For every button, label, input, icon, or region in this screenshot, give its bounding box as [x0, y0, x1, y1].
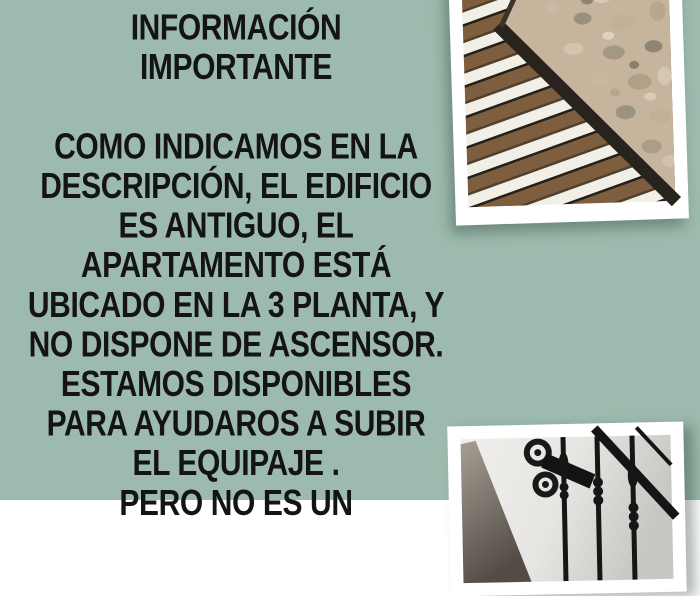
poster-text-line: PARA AYUDAROS A SUBIR [46, 404, 426, 445]
staircase-photo-image [461, 0, 675, 207]
poster-text-line: EL EQUIPAJE . [132, 444, 340, 484]
poster-text-line: ES ANTIGUO, EL [118, 206, 354, 247]
text-gap [0, 88, 472, 128]
poster-text-line: COMO INDICAMOS EN LA [54, 127, 418, 167]
poster-text-line: UBICADO EN LA 3 PLANTA, Y [27, 285, 445, 326]
photo-railing [447, 422, 687, 596]
photo-staircase [448, 0, 689, 226]
poster-text-line: NO DISPONE DE ASCENSOR. [28, 325, 444, 365]
poster-text-line: APARTAMENTO ESTÁ [80, 246, 392, 286]
poster-text-line: PERO NO ES UN [119, 483, 353, 524]
railing-photo-image [461, 435, 674, 583]
poster-title-line: IMPORTANTE [139, 48, 333, 88]
poster-title-line: INFORMACIÓN [130, 8, 342, 48]
poster-text-line: ESTAMOS DISPONIBLES [60, 364, 412, 405]
poster-text-line: DESCRIPCIÓN, EL EDIFICIO [40, 166, 432, 207]
